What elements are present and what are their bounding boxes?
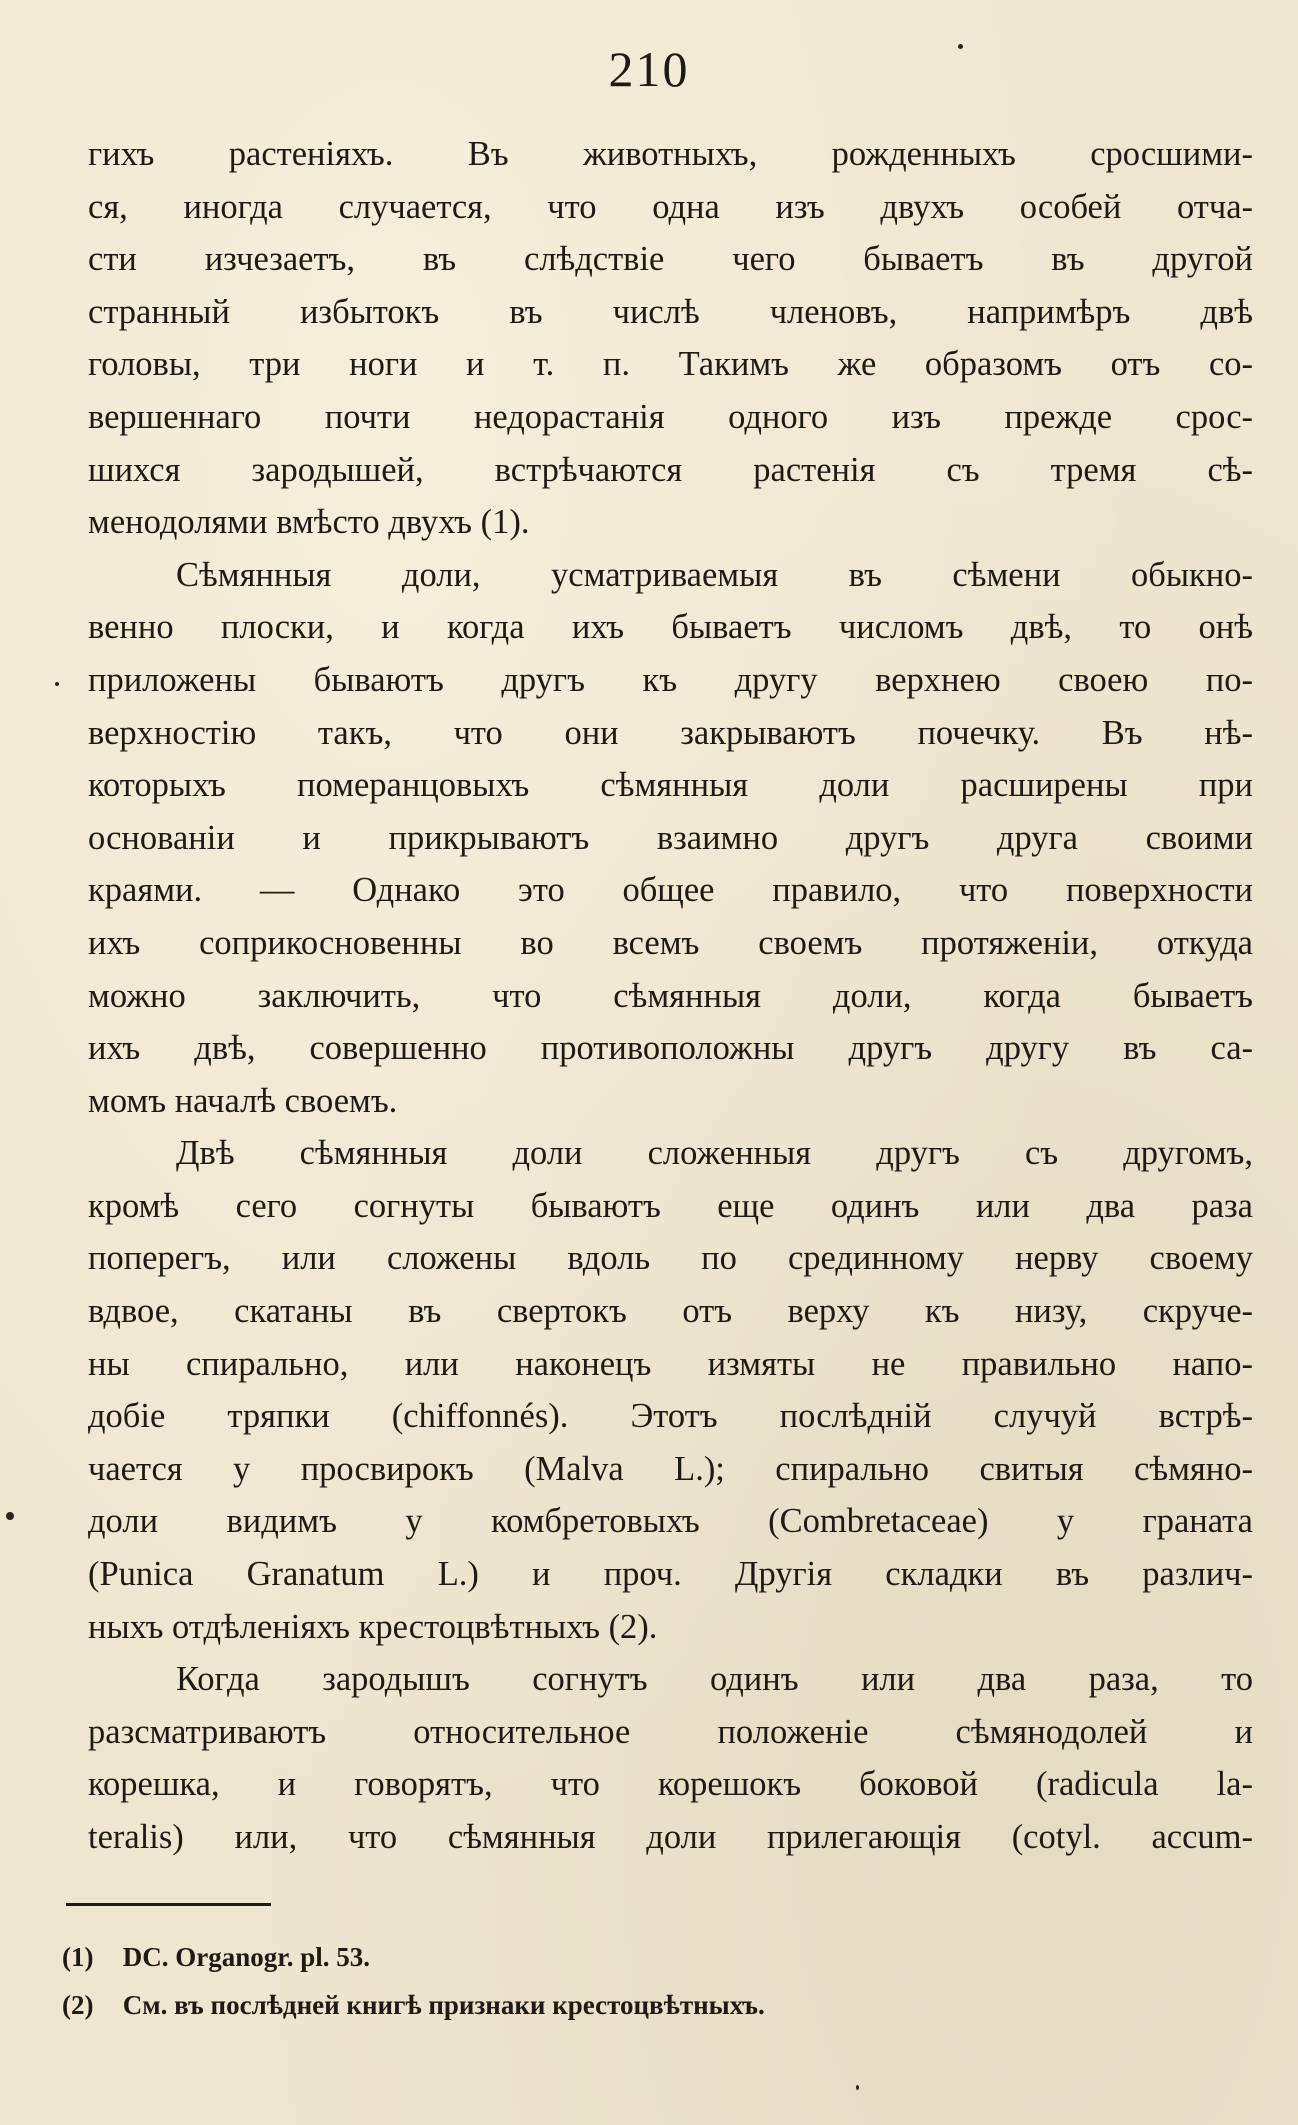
text-line: поперегъ, или сложены вдоль по срединному нерву своему: [88, 1239, 1253, 1278]
text-line: верхностію такъ, что они закрываютъ почечку. Въ нѣ-: [88, 713, 1253, 752]
text-line: чается у просвирокъ (Malva L.); спирально свитыя сѣмяно-: [88, 1449, 1253, 1488]
paper-speck: [856, 2085, 859, 2090]
text-line: менодолями вмѣсто двухъ (1).: [88, 503, 530, 542]
text-line: корешка, и говорятъ, что корешокъ боковой (radicula la-: [88, 1765, 1253, 1804]
text-line: краями. — Однако это общее правило, что поверхности: [88, 871, 1253, 910]
text-line: шихся зародышей, встрѣчаются растенія съ тремя сѣ-: [88, 450, 1253, 489]
text-line-with-italic: доли видимъ у комбретовыхъ (Combretaceae) у граната: [88, 1502, 1253, 1541]
text-line: разсматриваютъ относительное положеніе сѣмянодолей и: [88, 1712, 1253, 1751]
footnote-mark: (2): [62, 1990, 94, 2020]
text-line: ихъ соприкосновенны во всемъ своемъ протяженіи, откуда: [88, 923, 1253, 962]
text-line: добіе тряпки (chiffonnés). Этотъ послѣдній случуй встрѣ-: [88, 1397, 1253, 1436]
footnote-text: DC. Organogr. pl. 53.: [122, 1942, 371, 1972]
page-number: 210: [608, 41, 690, 97]
footnote-mark: (1): [62, 1942, 94, 1972]
text-line: вершеннаго почти недорастанія одного изъ прежде срос-: [88, 397, 1253, 436]
text-line: кромѣ сего согнуты бываютъ еще одинъ или два раза: [88, 1186, 1253, 1225]
paper-speck: [55, 682, 59, 686]
text-line: венно плоски, и когда ихъ бываетъ числомъ двѣ, то онѣ: [88, 608, 1253, 647]
text-line: момъ началѣ своемъ.: [88, 1081, 398, 1120]
text-line: можно заключить, что сѣмянныя доли, когда бываетъ: [88, 976, 1253, 1015]
paragraph-start-line: Когда зародышъ согнутъ одинъ или два раза, то: [176, 1660, 1253, 1699]
footnote-2: [62, 1981, 1212, 2029]
text-line: (Punica Granatum L.) и проч. Другія складки въ различ-: [88, 1555, 1253, 1594]
body-text: [88, 128, 1253, 1864]
text-line: гихъ растеніяхъ. Въ животныхъ, рожденныхъ сросшими-: [88, 135, 1253, 173]
text-line: которыхъ померанцовыхъ сѣмянныя доли расширены при: [88, 766, 1253, 805]
text-line: сти изчезаетъ, въ слѣдствіе чего бываетъ въ другой: [88, 240, 1253, 279]
paragraph-start-line: Двѣ сѣмянныя доли сложенныя другъ съ другомъ,: [176, 1134, 1253, 1173]
text-line: teralis) или, что сѣмянныя доли прилегающія (cotyl. accum-: [88, 1818, 1253, 1856]
text-line: головы, три ноги и т. п. Такимъ же образомъ отъ со-: [88, 345, 1253, 384]
text-line: приложены бываютъ другъ къ другу верхнею своею по-: [88, 660, 1253, 699]
text-line: ся, иногда случается, что одна изъ двухъ особей отча-: [88, 187, 1253, 226]
text-line: ихъ двѣ, совершенно противоположны другъ другу въ са-: [88, 1029, 1253, 1068]
text-line: основаніи и прикрываютъ взаимно другъ друга своими: [88, 818, 1253, 857]
paper-speck: [6, 1512, 14, 1520]
footnotes: [62, 1933, 1212, 2029]
text-line: ныхъ отдѣленіяхъ крестоцвѣтныхъ (2).: [88, 1607, 658, 1646]
text-line: вдвое, скатаны въ свертокъ отъ верху къ низу, скруче-: [88, 1292, 1253, 1331]
footnote-rule: [66, 1903, 271, 1906]
paragraph-start-line: Сѣмянныя доли, усматриваемыя въ сѣмени обыкно-: [176, 555, 1253, 594]
paper-speck: [958, 44, 963, 49]
text-line: странный избытокъ въ числѣ членовъ, напримѣръ двѣ: [88, 292, 1253, 331]
footnote-text: См. въ послѣдней книгѣ признаки крестоцвѣтныхъ.: [122, 1990, 765, 2020]
footnote-1: [62, 1933, 1212, 1981]
text-line: ны спирально, или наконецъ измяты не правильно напо-: [88, 1344, 1253, 1383]
